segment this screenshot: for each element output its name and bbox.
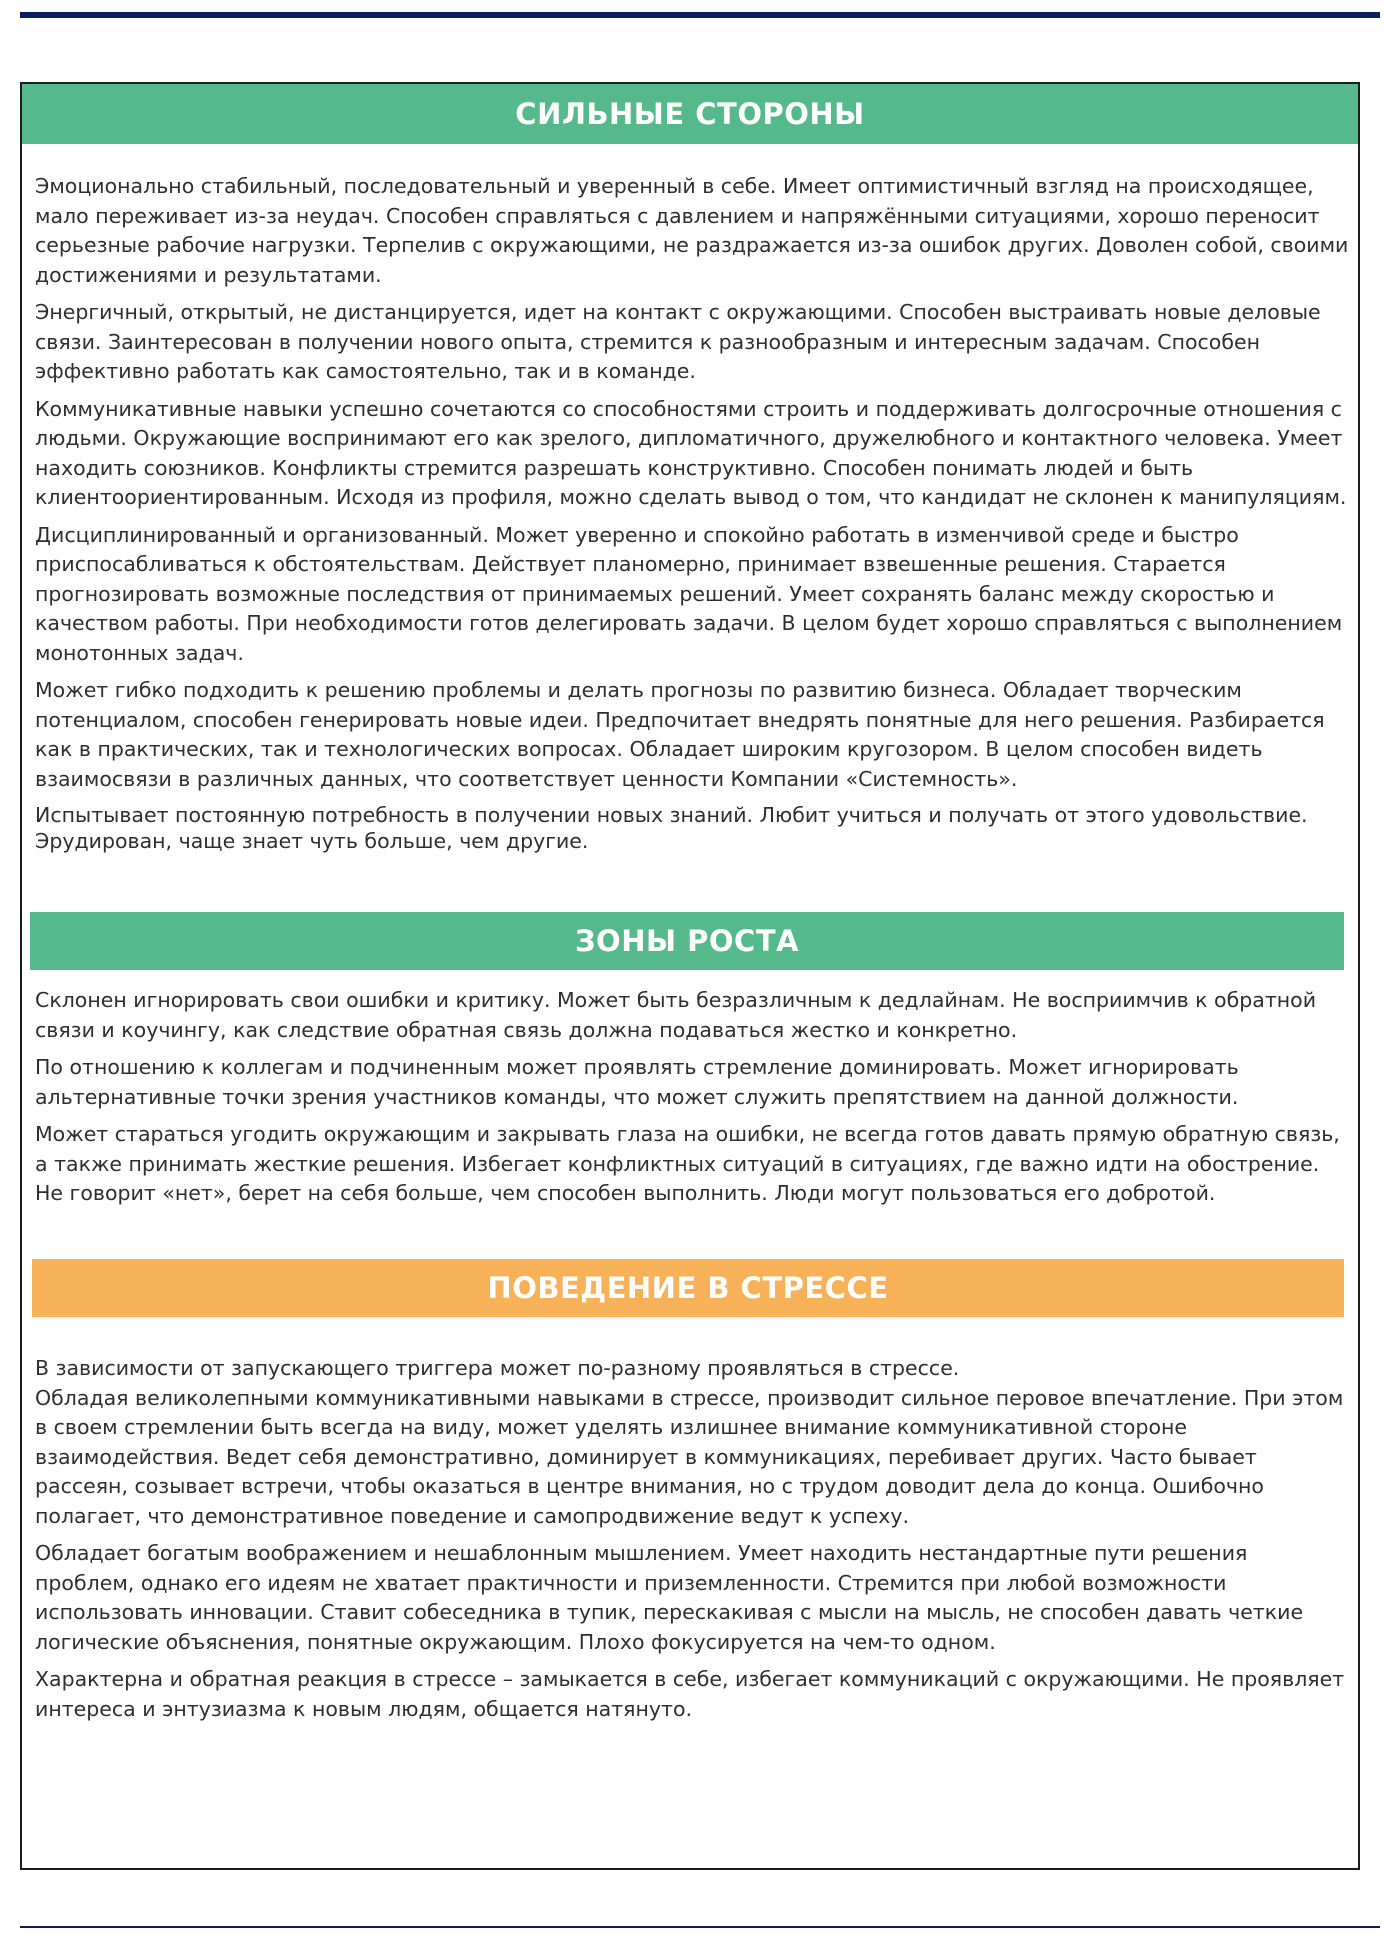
top-rule [20,12,1380,18]
growth-zones-paragraph: Склонен игнорировать свои ошибки и критику. Может быть безразличным к дедлайнам. Не восприимчив к обратной связи и коучингу, как следствие обратная связь должна подаваться жестко и конкретно. [35,988,1317,1042]
strengths-text [35,172,1353,854]
stress-behavior-paragraph: Обладая великолепными коммуникативными навыками в стрессе, производит сильное перовое впечатление. При этом в своем стремлении быть всегда на виду, может уделять излишнее внимание коммуникативной стороне взаимодействия. Ведет себя демонстративно, доминирует в коммуникациях, перебивает других. Часто бывает рассеян, созывает встречи, чтобы оказаться в центре внимания, но с трудом доводит дела до конца. Ошибочно полагает, что демонстративное поведение и самопродвижение ведут к успеху. [35,1385,1344,1528]
strengths-paragraph: Может гибко подходить к решению проблемы и делать прогнозы по развитию бизнеса. Обладает творческим потенциалом, способен генерировать новые идеи. Предпочитает внедрять понятные для него решения. Разбирается как в практических, так и технологических вопросах. Обладает широким кругозором. В целом способен видеть взаимосвязи в различных данных, что соответствует ценности Компании «Системность». [35,678,1325,791]
strengths-paragraph: Энергичный, открытый, не дистанцируется, идет на контакт с окружающими. Способен выстраивать новые деловые связи. Заинтересован в получении нового опыта, стремится к разнообразным и интересным задачам. Способен эффективно работать как самостоятельно, так и в команде. [35,300,1321,383]
bottom-rule [20,1926,1380,1928]
stress-behavior-header: ПОВЕДЕНИЕ В СТРЕССЕ [32,1259,1344,1317]
strengths-paragraph: Дисциплинированный и организованный. Может уверенно и спокойно работать в изменчивой среде и быстро приспосабливаться к обстоятельствам. Действует планомерно, принимает взвешенные решения. Старается прогнозировать возможные последствия от принимаемых решений. Умеет сохранять баланс между скоростью и качеством работы. При необходимости готов делегировать задачи. В целом будет хорошо справляться с выполнением монотонных задач. [35,522,1343,665]
strengths-paragraph: Эмоционально стабильный, последовательный и уверенный в себе. Имеет оптимистичный взгляд на происходящее, мало переживает из-за неудач. Способен справляться с давлением и напряжёнными ситуациями, хорошо переносит серьезные рабочие нагрузки. Терпелив с окружающими, не раздражается из-за ошибок других. Доволен собой, своими достижениями и результатами. [35,174,1349,287]
stress-behavior-text [35,1354,1353,1724]
stress-behavior-paragraph: Характерна и обратная реакция в стрессе – замыкается в себе, избегает коммуникаций с окружающими. Не проявляет интереса и энтузиазма к новым людям, общается натянуто. [35,1667,1345,1721]
stress-behavior-paragraph: В зависимости от запускающего триггера может по-разному проявляться в стрессе. [35,1356,960,1380]
strengths-paragraph: Испытывает постоянную потребность в получении новых знаний. Любит учиться и получать от этого удовольствие. Эрудирован, чаще знает чуть больше, чем другие. [35,803,1308,853]
growth-zones-header: ЗОНЫ РОСТА [30,912,1344,970]
strengths-paragraph: Коммуникативные навыки успешно сочетаются со способностями строить и поддерживать долгосрочные отношения с людьми. Окружающие воспринимают его как зрелого, дипломатичного, дружелюбного и контактного человека. Умеет находить союзников. Конфликты стремится разрешать конструктивно. Способен понимать людей и быть клиентоориентированным. Исходя из профиля, можно сделать вывод о том, что кандидат не склонен к манипуляциям. [35,396,1347,509]
strengths-header: СИЛЬНЫЕ СТОРОНЫ [22,84,1358,144]
stress-behavior-paragraph: Обладает богатым воображением и нешаблонным мышлением. Умеет находить нестандартные пути решения проблем, однако его идеям не хватает практичности и приземленности. Стремится при любой возможности использовать инновации. Ставит собеседника в тупик, перескакивая с мысли на мысль, не способен давать четкие логические объяснения, понятные окружающим. Плохо фокусируется на чем-то одном. [35,1541,1304,1654]
growth-zones-text [35,986,1353,1209]
growth-zones-paragraph: Может стараться угодить окружающим и закрывать глаза на ошибки, не всегда готов давать прямую обратную связь, а также принимать жесткие решения. Избегает конфликтных ситуаций в ситуациях, где важно идти на обострение. Не говорит «нет», берет на себя больше, чем способен выполнить. Люди могут пользоваться его добротой. [35,1122,1340,1205]
growth-zones-paragraph: По отношению к коллегам и подчиненным может проявлять стремление доминировать. Может игнорировать альтернативные точки зрения участников команды, что может служить препятствием на данной должности. [35,1055,1239,1109]
